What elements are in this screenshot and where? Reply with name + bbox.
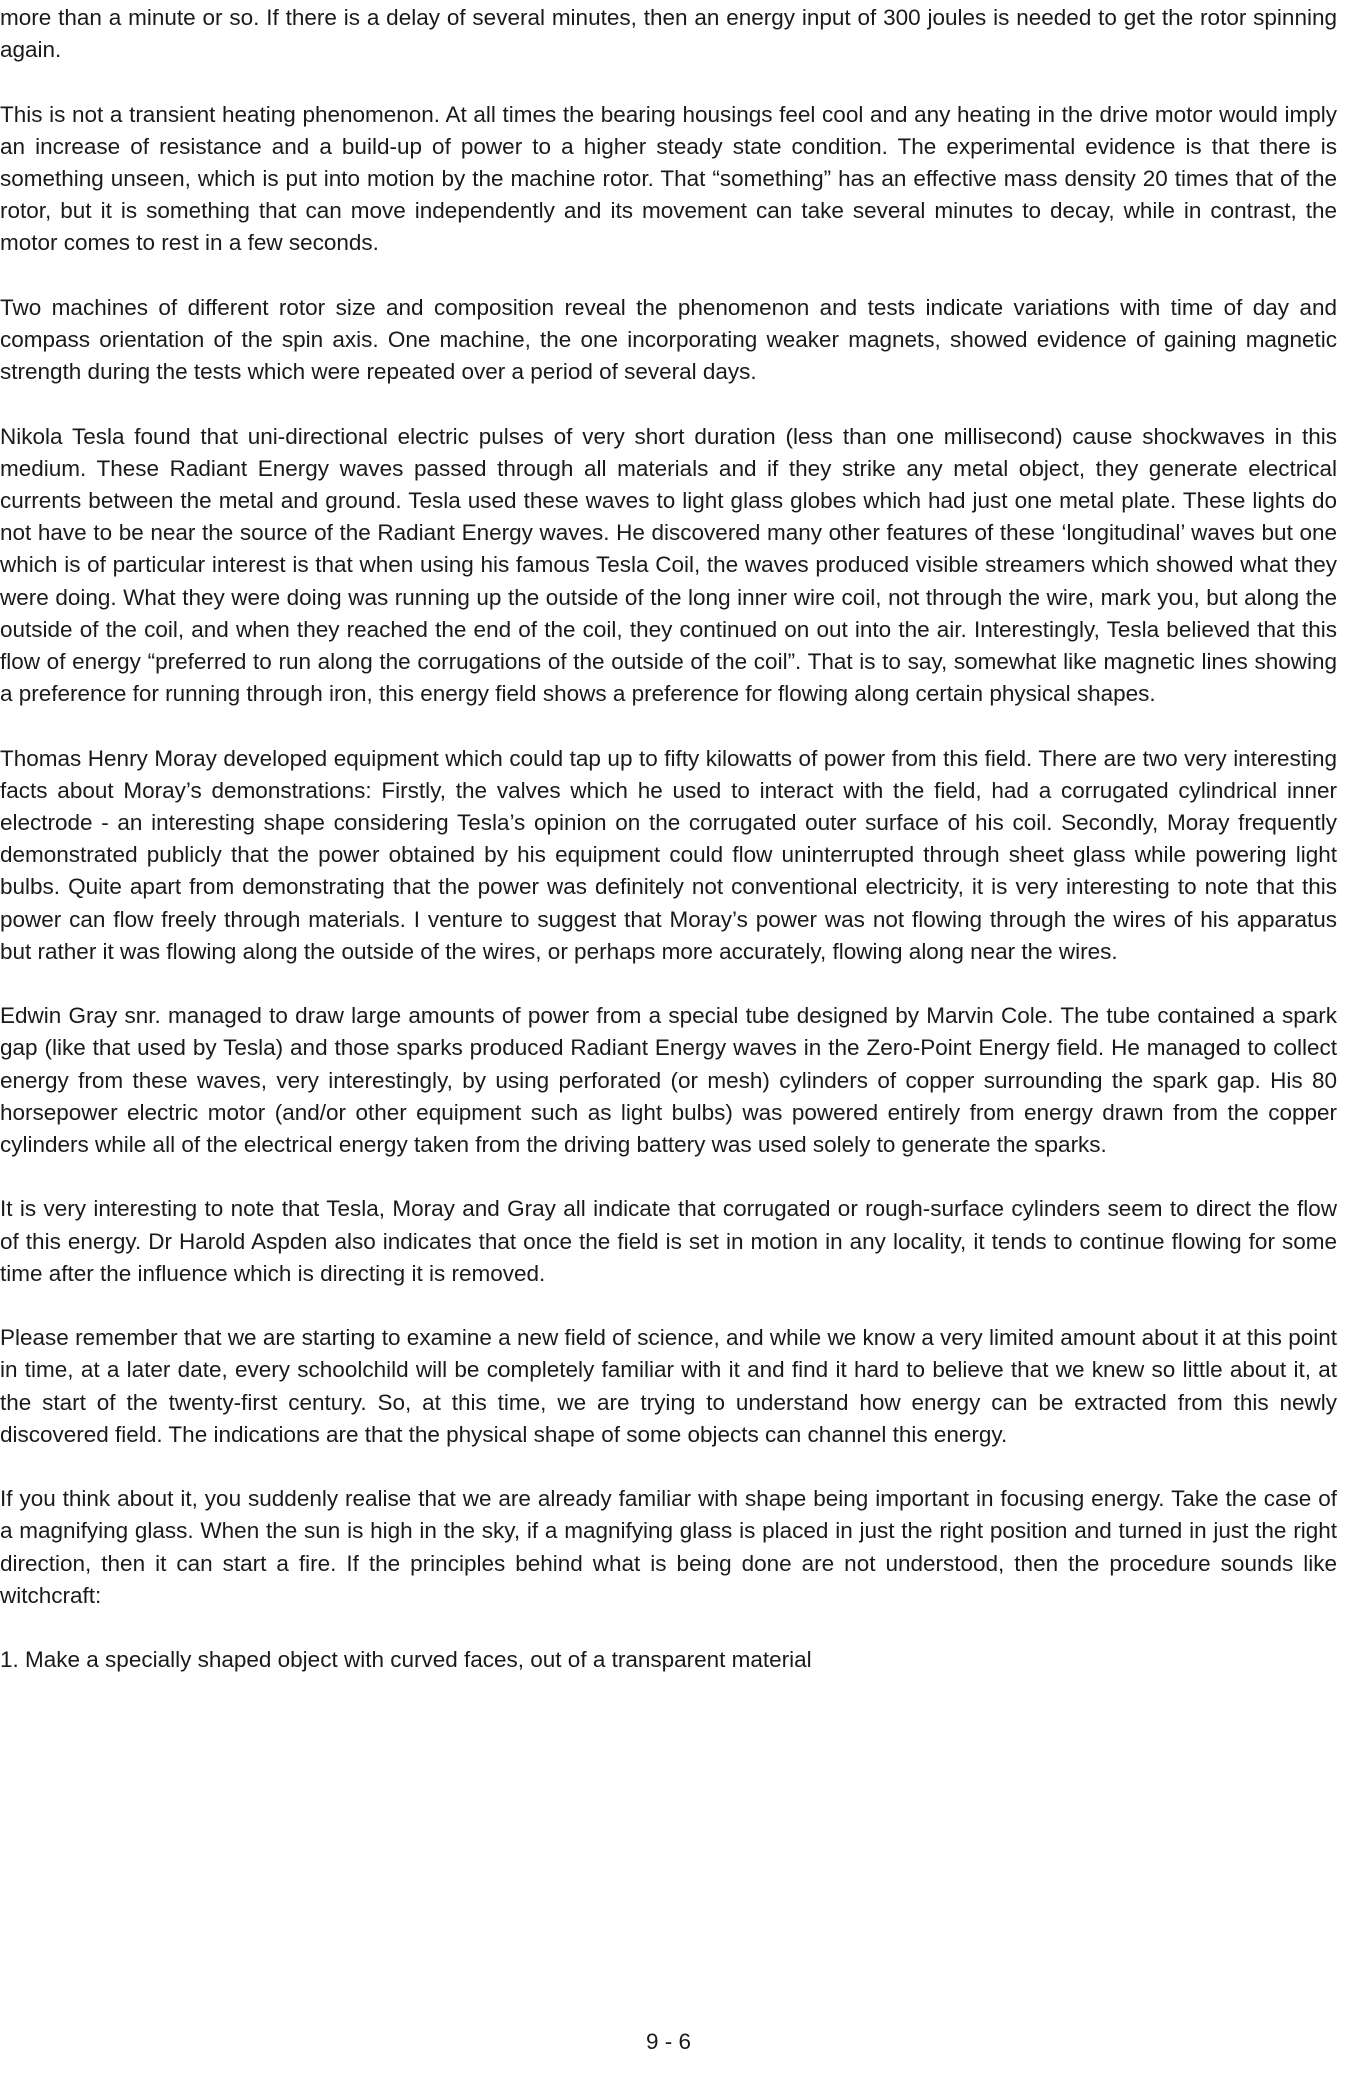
paragraph-heating: This is not a transient heating phenomenon. At all times the bearing housings feel cool and any heating in the drive motor would imply an increase of resistance and a build-up of power to a higher steady state condition. The experimental evidence is that there is something unseen, which is put into motion by the machine rotor. That “something” has an effective mass density 20 times that of the rotor, but it is something that can move independently and its movement can take several minutes to decay, while in contrast, the motor comes to rest in a few seconds.: [0, 101, 1337, 256]
paragraph-corrugated-cylinders: It is very interesting to note that Tesla, Moray and Gray all indicate that corrugated or rough-surface cylinders seem to direct the flow of this energy. Dr Harold Aspden also indicates that once the field is set in motion in any locality, it tends to continue flowing for some time after the influence which is directing it is removed.: [0, 1196, 1337, 1286]
paragraph-gray: Edwin Gray snr. managed to draw large amounts of power from a special tube designed by Marvin Cole. The tube contained a spark gap (like that used by Tesla) and those sparks produced Radiant Energy waves in the Zero-Point Energy field. He managed to collect energy from these waves, very interestingly, by using perforated (or mesh) cylinders of copper surrounding the spark gap. His 80 horsepower electric motor (and/or other equipment such as light bulbs) was powered entirely from energy drawn from the copper cylinders while all of the electrical energy taken from the driving battery was used solely to generate the sparks.: [0, 1003, 1337, 1158]
body-text: [0, 2, 1337, 1676]
paragraph-two-machines: Two machines of different rotor size and composition reveal the phenomenon and tests indicate variations with time of day and compass orientation of the spin axis. One machine, the one incorporating weaker magnets, showed evidence of gaining magnetic strength during the tests which were repeated over a period of several days.: [0, 294, 1337, 385]
paragraph-rotor-energy: more than a minute or so. If there is a delay of several minutes, then an energy input of 300 joules is needed to get the rotor spinning again.: [0, 5, 1337, 63]
paragraph-new-field: Please remember that we are starting to examine a new field of science, and while we know a very limited amount about it at this point in time, at a later date, every schoolchild will be completely familiar with it and find it hard to believe that we knew so little about it, at the start of the twenty-first century. So, at this time, we are trying to understand how energy can be extracted from this newly discovered field. The indications are that the physical shape of some objects can channel this energy.: [0, 1325, 1337, 1447]
paragraph-tesla: Nikola Tesla found that uni-directional electric pulses of very short duration (less than one millisecond) cause shockwaves in this medium. These Radiant Energy waves passed through all materials and if they strike any metal object, they generate electrical currents between the metal and ground. Tesla used these waves to light glass globes which had just one metal plate. These lights do not have to be near the source of the Radiant Energy waves. He discovered many other features of these ‘longitudinal’ waves but one which is of particular interest is that when using his famous Tesla Coil, the waves produced visible streamers which showed what they were doing. What they were doing was running up the outside of the long inner wire coil, not through the wire, mark you, but along the outside of the coil, and when they reached the end of the coil, they continued on out into the air. Interestingly, Tesla believed that this flow of energy “preferred to run along the corrugations of the outside of the coil”. That is to say, somewhat like magnetic lines showing a preference for running through iron, this energy field shows a preference for flowing along certain physical shapes.: [0, 423, 1337, 707]
paragraph-moray: Thomas Henry Moray developed equipment which could tap up to fifty kilowatts of power from this field. There are two very interesting facts about Moray’s demonstrations: Firstly, the valves which he used to interact with the field, had a corrugated cylindrical inner electrode - an interesting shape considering Tesla’s opinion on the corrugated outer surface of his coil. Secondly, Moray frequently demonstrated publicly that the power obtained by his equipment could flow uninterrupted through sheet glass while powering light bulbs. Quite apart from demonstrating that the power was definitely not conventional electricity, it is very interesting to note that this power can flow freely through materials. I venture to suggest that Moray’s power was not flowing through the wires of his apparatus but rather it was flowing along the outside of the wires, or perhaps more accurately, flowing along near the wires.: [0, 745, 1337, 964]
list-item-step-1: 1. Make a specially shaped object with curved faces, out of a transparent material: [0, 1647, 812, 1673]
paragraph-magnifying-glass: If you think about it, you suddenly realise that we are already familiar with shape being important in focusing energy. Take the case of a magnifying glass. When the sun is high in the sky, if a magnifying glass is placed in just the right position and turned in just the right direction, then it can start a fire. If the principles behind what is being done are not understood, then the procedure sounds like witchcraft:: [0, 1486, 1337, 1608]
page-number: 9 - 6: [645, 2029, 692, 2054]
